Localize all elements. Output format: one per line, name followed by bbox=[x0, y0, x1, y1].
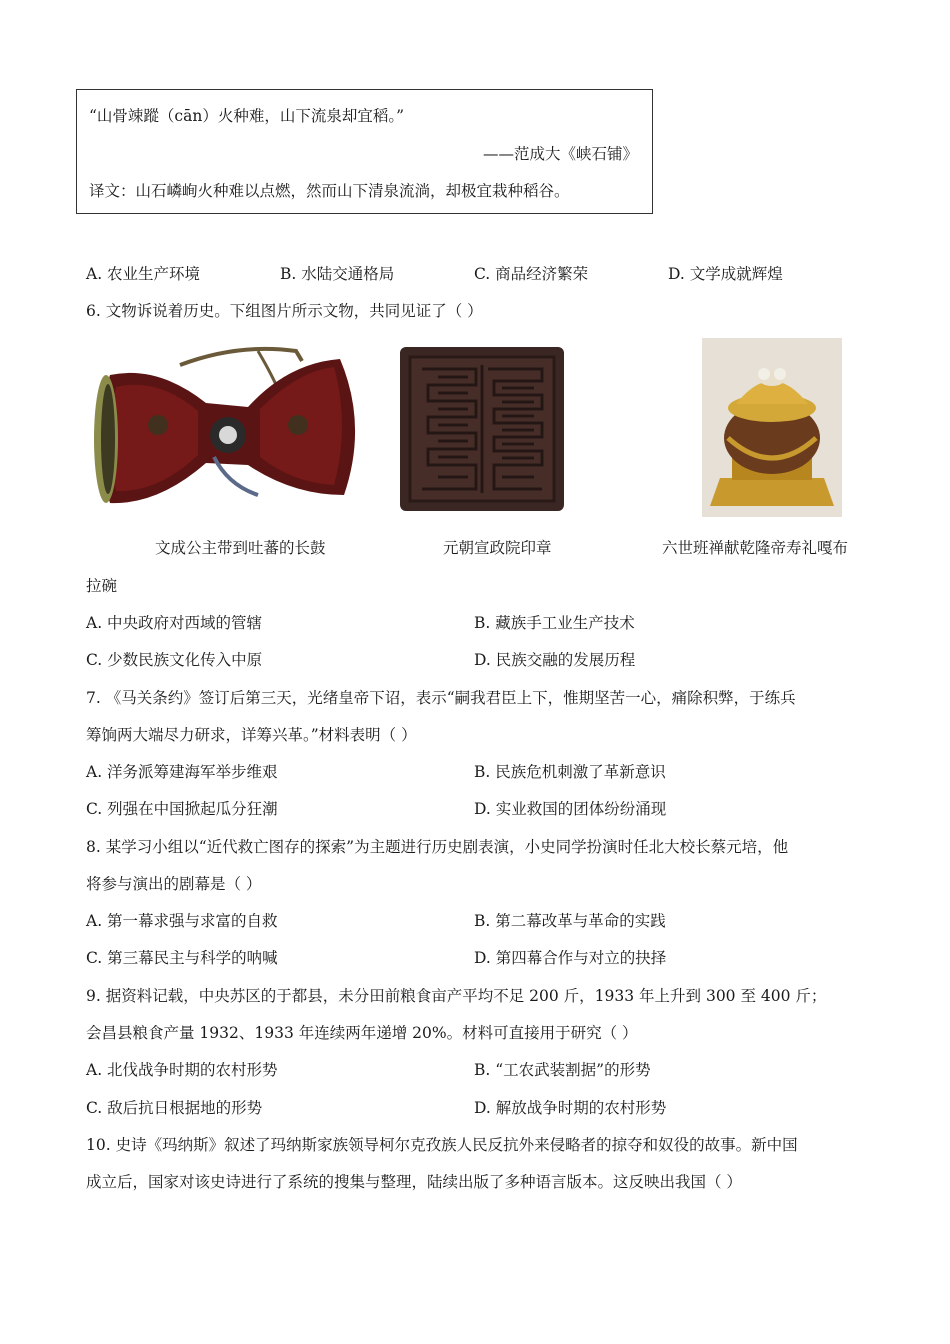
caption-bowl: 六世班禅献乾隆帝寿礼嘎布 bbox=[662, 539, 849, 557]
caption-bowl-wrap: 拉碗 bbox=[86, 577, 118, 595]
q8-option-c[interactable]: C. 第三幕民主与科学的呐喊 bbox=[86, 949, 278, 967]
q9-option-a[interactable]: A. 北伐战争时期的农村形势 bbox=[86, 1061, 278, 1079]
q9-option-b[interactable]: B. “工农武装割据”的形势 bbox=[474, 1061, 651, 1079]
q5-option-a[interactable]: A. 农业生产环境 bbox=[86, 265, 201, 283]
q5-option-b[interactable]: B. 水陆交通格局 bbox=[280, 265, 395, 283]
q9-option-c[interactable]: C. 敌后抗日根据地的形势 bbox=[86, 1099, 263, 1117]
q6-option-c[interactable]: C. 少数民族文化传入中原 bbox=[86, 651, 263, 669]
q8-option-d[interactable]: D. 第四幕合作与对立的抉择 bbox=[474, 949, 667, 967]
q8-option-b[interactable]: B. 第二幕改革与革命的实践 bbox=[474, 912, 666, 930]
q6-option-a[interactable]: A. 中央政府对西域的管辖 bbox=[86, 614, 263, 632]
q5-option-c[interactable]: C. 商品经济繁荣 bbox=[474, 265, 589, 283]
q7-option-b[interactable]: B. 民族危机刺激了革新意识 bbox=[474, 763, 666, 781]
q6-stem: 6. 文物诉说着历史。下组图片所示文物，共同见证了（ ） bbox=[86, 302, 483, 320]
q8-stem-line1: 8. 某学习小组以“近代救亡图存的探索”为主题进行历史剧表演，小史同学扮演时任北大校长蔡元培，他 bbox=[86, 838, 789, 856]
q6-option-d[interactable]: D. 民族交融的发展历程 bbox=[474, 651, 636, 669]
q9-stem-line2: 会昌县粮食产量 1932、1933 年连续两年递增 20%。材料可直接用于研究（ ） bbox=[86, 1024, 638, 1042]
caption-drum: 文成公主带到吐蕃的长鼓 bbox=[155, 539, 326, 557]
q7-option-c[interactable]: C. 列强在中国掀起瓜分狂潮 bbox=[86, 800, 278, 818]
quote-box bbox=[76, 89, 653, 214]
q7-stem-line1: 7. 《马关条约》签订后第三天，光绪皇帝下诏，表示“嗣我君臣上下，惟期坚苦一心，痛除积弊，于练兵 bbox=[86, 689, 796, 707]
q9-option-d[interactable]: D. 解放战争时期的农村形势 bbox=[474, 1099, 667, 1117]
quote-translation: 译文：山石嶙峋火种难以点燃，然而山下清泉流淌，却极宜栽种稻谷。 bbox=[89, 182, 570, 200]
quote-poem: “山骨竦蹤（cān）火种难，山下流泉却宜稻。” bbox=[89, 107, 405, 125]
q7-stem-line2: 筹饷两大端尽力研求，详筹兴革。”材料表明（ ） bbox=[86, 726, 417, 744]
q8-stem-line2: 将参与演出的剧幕是（ ） bbox=[86, 875, 262, 893]
caption-seal: 元朝宣政院印章 bbox=[443, 539, 552, 557]
q7-option-a[interactable]: A. 洋务派筹建海军举步维艰 bbox=[86, 763, 278, 781]
q9-stem-line1: 9. 据资料记载，中央苏区的于都县，未分田前粮食亩产平均不足 200 斤，1933 年上升到 300 至 400 斤； bbox=[86, 987, 827, 1005]
q8-option-a[interactable]: A. 第一幕求强与求富的自救 bbox=[86, 912, 278, 930]
q5-option-d[interactable]: D. 文学成就辉煌 bbox=[668, 265, 783, 283]
drum-image bbox=[88, 345, 364, 515]
q10-stem-line2: 成立后，国家对该史诗进行了系统的搜集与整理，陆续出版了多种语言版本。这反映出我国（ ） bbox=[86, 1173, 742, 1191]
bowl-image bbox=[702, 338, 842, 517]
q7-option-d[interactable]: D. 实业救国的团体纷纷涌现 bbox=[474, 800, 667, 818]
seal-image bbox=[398, 345, 566, 513]
q10-stem-line1: 10. 史诗《玛纳斯》叙述了玛纳斯家族领导柯尔克孜族人民反抗外来侵略者的掠夺和奴役的故事。新中国 bbox=[86, 1136, 798, 1154]
quote-source: ——范成大《峡石铺》 bbox=[482, 145, 638, 163]
q6-option-b[interactable]: B. 藏族手工业生产技术 bbox=[474, 614, 635, 632]
